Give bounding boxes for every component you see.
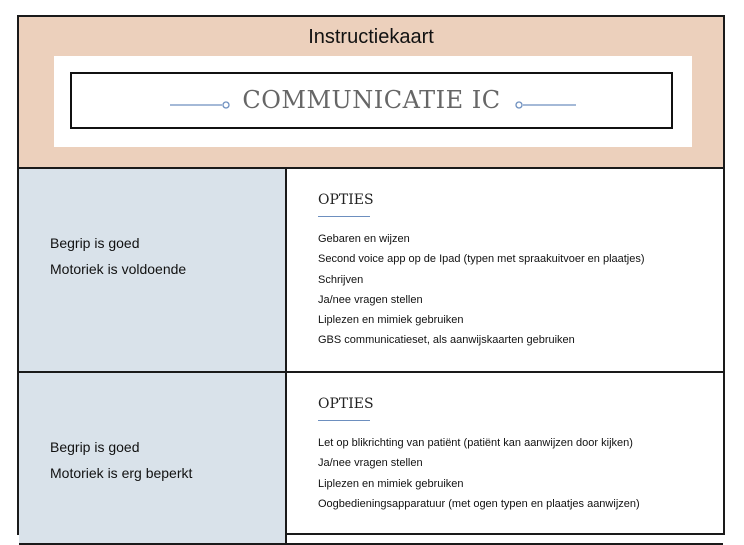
condition-cell xyxy=(19,169,287,371)
condition-item: Motoriek is erg beperkt xyxy=(50,465,193,481)
heading-underline xyxy=(318,216,370,217)
section-row xyxy=(19,373,723,545)
option-item: GBS communicatieset, als aanwijskaarten gebruiken xyxy=(318,334,575,347)
option-item: Let op blikrichting van patiënt (patiënt kan aanwijzen door kijken) xyxy=(318,437,633,449)
line-ornament-right-icon xyxy=(514,101,576,109)
section-row xyxy=(19,169,723,373)
card-header xyxy=(19,17,723,169)
option-item: Liplezen en mimiek gebruiken xyxy=(318,314,464,327)
instruction-card xyxy=(17,15,725,535)
options-list xyxy=(318,433,640,514)
option-item: Oogbedieningsapparatuur (met ogen typen en plaatjes aanwijzen) xyxy=(318,497,640,510)
condition-item: Motoriek is voldoende xyxy=(50,261,187,277)
options-heading: OPTIES xyxy=(318,192,374,208)
heading-underline xyxy=(318,420,370,421)
condition-list xyxy=(50,434,192,486)
condition-list xyxy=(50,230,186,282)
option-item: Ja/nee vragen stellen xyxy=(318,457,423,470)
banner-title: COMMUNICATIE IC xyxy=(242,86,501,114)
options-heading: OPTIES xyxy=(318,396,374,412)
options-cell xyxy=(287,373,723,543)
options-cell xyxy=(287,169,723,371)
option-item: Second voice app op de Ipad (typen met spraakuitvoer en plaatjes) xyxy=(318,253,645,266)
option-item: Ja/nee vragen stellen xyxy=(318,293,423,306)
banner xyxy=(54,56,692,147)
option-item: Gebaren en wijzen xyxy=(318,233,410,245)
condition-item: Begrip is goed xyxy=(50,235,140,251)
condition-item: Begrip is goed xyxy=(50,439,140,455)
options-list xyxy=(318,229,645,351)
card-title: Instructiekaart xyxy=(308,26,434,48)
option-item: Liplezen en mimiek gebruiken xyxy=(318,477,464,490)
option-item: Schrijven xyxy=(318,273,364,286)
condition-cell xyxy=(19,373,287,543)
banner-frame xyxy=(70,72,673,129)
